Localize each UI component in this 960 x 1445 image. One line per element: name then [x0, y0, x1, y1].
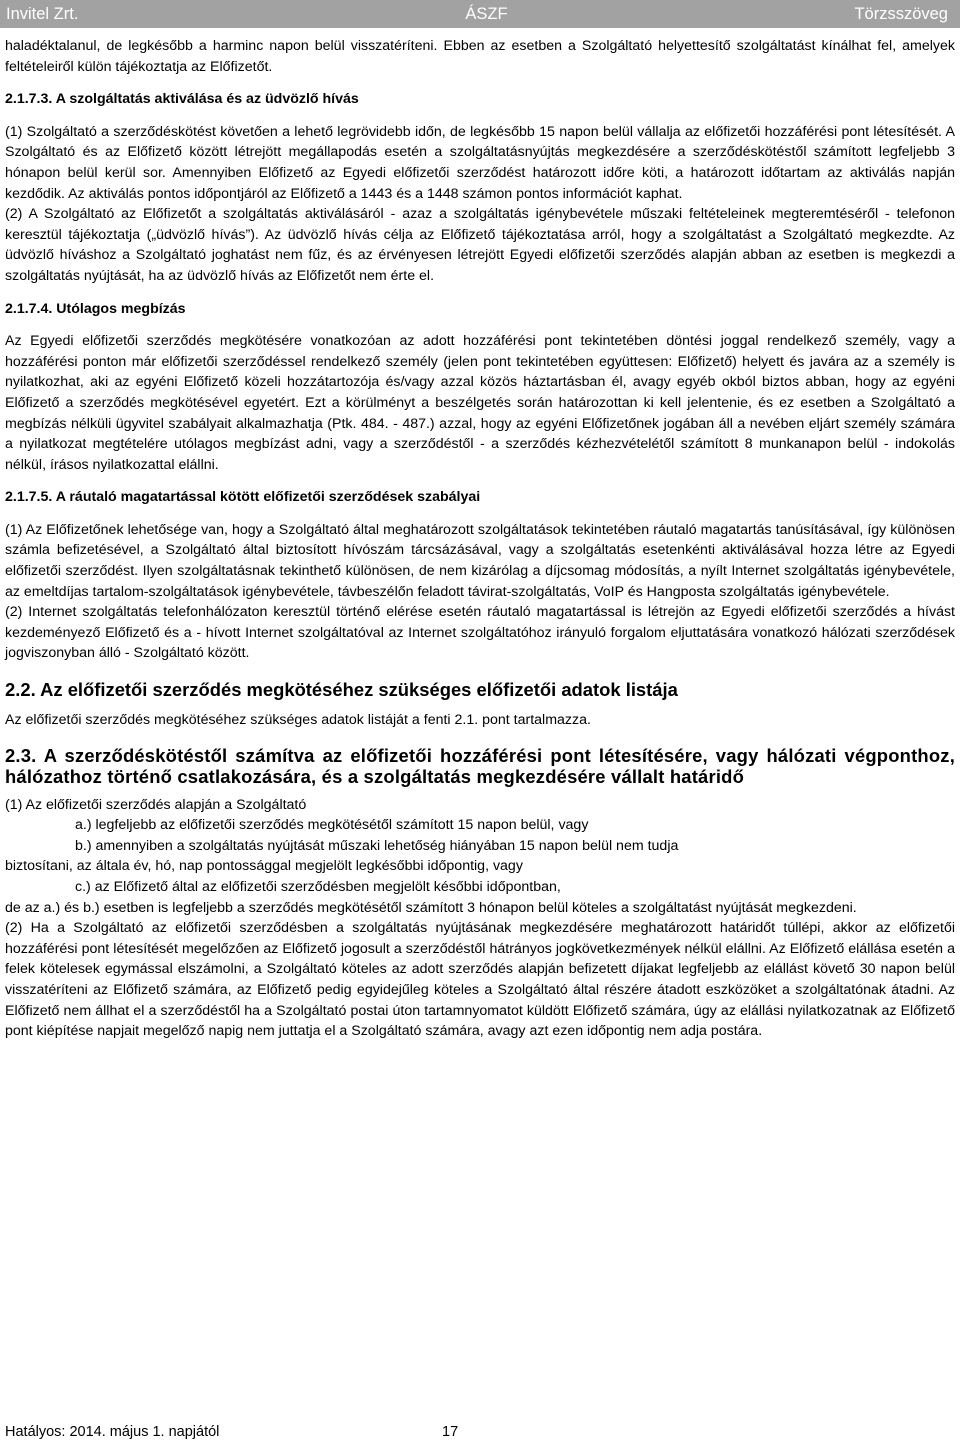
page-number: 17 — [442, 1424, 459, 1440]
document-body — [0, 28, 960, 1042]
page-header — [0, 0, 960, 28]
section-heading-22: 2.2. Az előfizetői szerződés megkötéséhez szükséges előfizetői adatok listája — [5, 679, 678, 701]
paragraph: Az előfizetői szerződés megkötéséhez szükséges adatok listáját a fenti 2.1. pont tartalmazza. — [5, 712, 591, 729]
intro-paragraph: haladéktalanul, de legkésőbb a harminc napon belül visszatéríteni. Ebben az esetben a Szolgáltató helyettesítő szolgáltatást kínálhat fel, amelyek feltételeiről külön tájékoztatja az Előfizetőt. — [5, 38, 955, 75]
page-footer — [5, 1424, 459, 1440]
section-heading-2175: 2.1.7.5. A ráutaló magatartással kötött előfizetői szerződések szabályai — [5, 489, 481, 506]
paragraph: de az a.) és b.) esetben is legfeljebb a szerződés megkötésétől számított 3 hónapon belül köteles a szolgáltatást nyújtását megkezdeni. — [5, 899, 857, 916]
header-doc-type: ÁSZF — [465, 4, 508, 23]
paragraph: (2) Ha a Szolgáltató az előfizetői szerződésben a szolgáltatás nyújtásának megkezdésére meghatározott határidőt túllépi, akkor az előfizetői hozzáférési pont létesítését megelőzően az Előfizető jogosult a szerződéstől hátrányos jogkövetkezmények nélkül elállni. Az Előfizető elállása esetén a felek kötelesek egymással elszámolni, a Szolgáltató köteles az adott szerződés alapján befizetett díjakat legfeljebb az elállást követő 30 napon belül visszatéríteni az Előfizető számára, az Előfizető pedig egyidejűleg köteles a Szolgáltató által részére átadott eszközöket a szolgáltatónak átadni. Az Előfizető nem állhat el a szerződéstől ha a Szolgáltató postai úton tartamnyomatot küldött Előfizető számára, úgy az elállási nyilatkozatnak az Előfizető pont kiépítése napjait megelőző napig nem juttatja el a Szolgáltató számára, avagy azt ezen időpontig nem adja postára. — [5, 920, 955, 1040]
section-heading-2174: 2.1.7.4. Utólagos megbízás — [5, 300, 186, 317]
paragraph: Az Egyedi előfizetői szerződés megkötésére vonatkozóan az adott hozzáférési pont tekintetében döntési joggal rendelkező személy, vagy a hozzáférési ponton már előfizetői szerződéssel rendelkező személy (jelen pont tekintetében együttesen: Előfizető) helyett és javára az a személy is nyilatkozhat, aki az egyéni Előfizető közeli hozzátartozója és/vagy azzal közös háztartásban él, avagy egyéb okból biztos abban, hogy az egyéni Előfizető a szerződés megkötésével egyetért. Ezt a körülményt a beszélgetés során határozottan ki kell jelentenie, és ez esetben a Szolgáltató a megbízás nélküli ügyvitel szabályait alkalmazhatja (Ptk. 484. - 487.) azzal, hogy az egyéni Előfizetőnek jogában áll a nevében eljárt személy számára a nyilatkozat megtételére utólagos megbízást adni, vagy a szerződéstől - a szerződés kézhezvételétől számított 8 munkanapon belül - indokolás nélkül, írásos nyilatkozattal elállni. — [5, 333, 955, 473]
section-heading-2173: 2.1.7.3. A szolgáltatás aktiválása és az üdvözlő hívás — [5, 91, 359, 108]
header-version: Törzsszöveg — [854, 4, 948, 23]
footer-effective-date: Hatályos: 2014. május 1. napjától — [5, 1424, 220, 1440]
paragraph: (1) Az Előfizetőnek lehetősége van, hogy a Szolgáltató által meghatározott szolgáltatások tekintetében ráutaló magatartás tanúsításával, így különösen számla befizetésével, a Szolgáltató által biztosított hívószám tárcsázásával, vagy a szolgáltatás esetenkénti aktiválásával hozza létre az Egyedi előfizetői szerződést. Ilyen szolgáltatásnak tekinthető különösen, de nem kizárólag a díjcsomag módosítás, a nyílt Internet szolgáltatás igénybevétele, az emeltdíjas tartalom-szolgáltatások igénybevétele, távbeszélőn feladott távirat-szolgáltatás, VoIP és Hangposta szolgáltatás igénybevétele. — [5, 521, 955, 600]
paragraph: (1) Az előfizetői szerződés alapján a Szolgáltató — [5, 796, 307, 813]
list-item-b-continued: biztosítani, az általa év, hó, nap pontossággal megjelölt legkésőbbi időpontig, vagy — [5, 858, 523, 875]
paragraph: (1) Szolgáltató a szerződéskötést követően a lehető legrövidebb időn, de legkésőbb 15 napon belül vállalja az előfizetői hozzáférési pont létesítését. A Szolgáltató és az Előfizető között létrejött megállapodás esetén a szolgáltatásnyújtás megkezdésére a szerződéskötéstől számított legfeljebb 3 hónapon belül kerül sor. Amennyiben Előfizető az Egyedi előfizetői szerződést határozott időre köti, a határozott időtartam az aktiválás napján kezdődik. Az aktiválás pontos időpontjáról az Előfizető a 1443 és a 1448 számon pontos információt kaphat. — [5, 123, 955, 202]
list-item-c: c.) az Előfizető által az előfizetői szerződésben megjelölt későbbi időpontban, — [75, 879, 561, 895]
header-company: Invitel Zrt. — [6, 4, 79, 23]
list-item-b: b.) amennyiben a szolgáltatás nyújtását műszaki lehetőség hiányában 15 napon belül nem tudja — [75, 837, 679, 854]
section-heading-23: 2.3. A szerződéskötéstől számítva az előfizetői hozzáférési pont létesítésére, vagy hálózati végponthoz, hálózathoz történő csatlakozására, és a szolgáltatás megkezdésére vállalt határidő — [5, 744, 955, 787]
paragraph: (2) Internet szolgáltatás telefonhálózaton keresztül történő elérése esetén ráutaló magatartással is létrejön az Egyedi előfizetői szerződés a hívást kezdeményező Előfizető és a - hívott Internet szolgáltatóval az Internet szolgáltatóhoz irányuló forgalom eljuttatására vonatkozó hálózati szerződések jogviszonyban álló - Szolgáltató között. — [5, 604, 955, 662]
paragraph: (2) A Szolgáltató az Előfizetőt a szolgáltatás aktiválásáról - azaz a szolgáltatás igénybevétele műszaki feltételeinek megteremtéséről - telefonon keresztül tájékoztatja („üdvözlő hívás”). Az üdvözlő hívás célja az Előfizető tájékoztatása arról, hogy a szolgáltatást a Szolgáltató megkezdte. Az üdvözlő híváshoz a Szolgáltató joghatást nem fűz, és az érvényesen létrejött Egyedi előfizetői szerződés alapján abban az esetben is megkezdi a szolgáltatás nyújtását, ha az üdvözlő hívás az Előfizetőt nem érte el. — [5, 206, 955, 284]
list-item-a: a.) legfeljebb az előfizetői szerződés megkötésétől számított 15 napon belül, vagy — [75, 817, 589, 834]
